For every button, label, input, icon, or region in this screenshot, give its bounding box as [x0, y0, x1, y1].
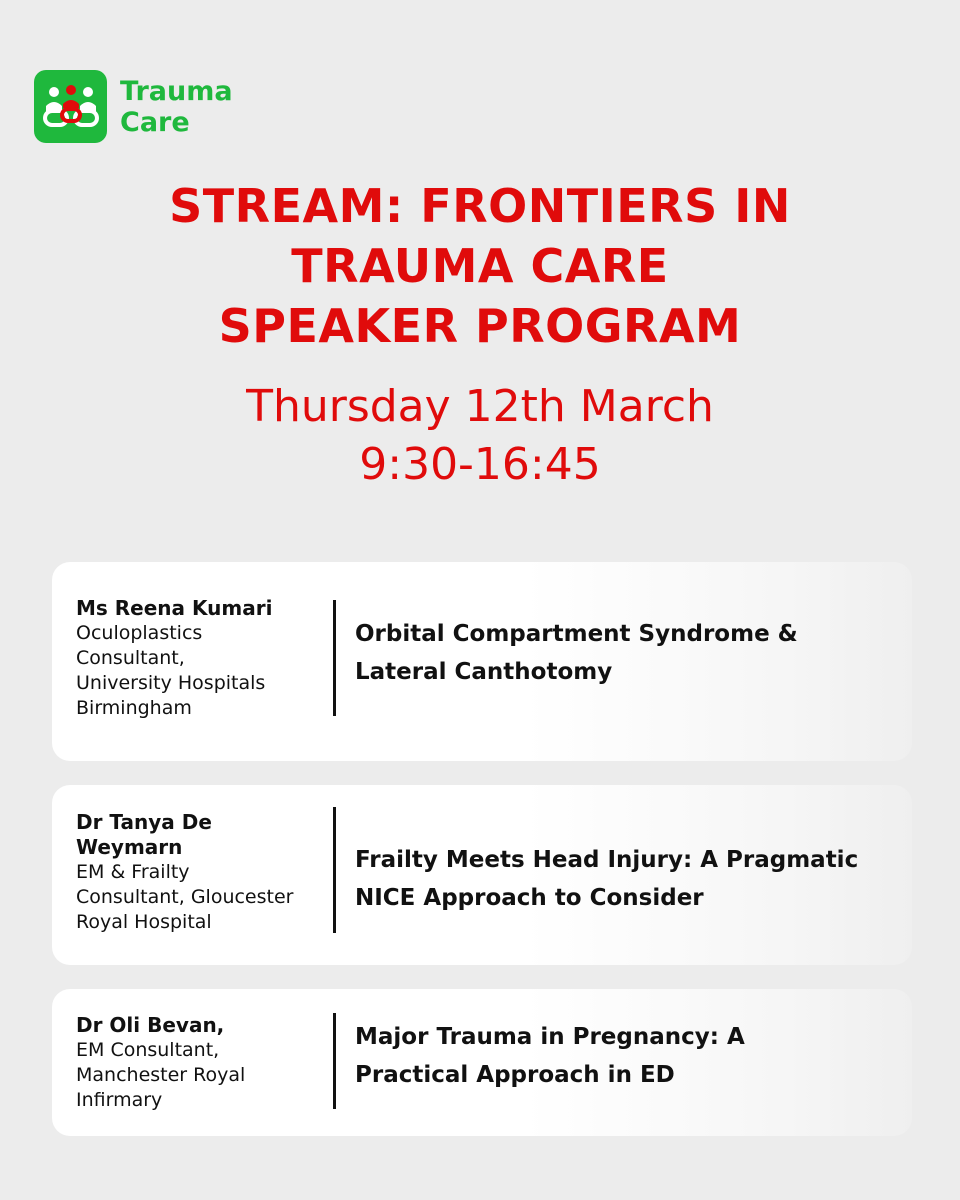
- event-date: Thursday 12th March: [246, 381, 714, 432]
- speaker-name-line: Dr Tanya De: [76, 810, 212, 834]
- speaker-role-line: Infirmary: [76, 1089, 163, 1111]
- speaker-role-line: University Hospitals: [76, 672, 266, 694]
- speaker-name: Dr Oli Bevan,: [76, 1013, 225, 1037]
- logo-line-1: Trauma: [120, 75, 233, 107]
- speaker-role-line: Royal Hospital: [76, 911, 212, 933]
- title-line-3: SPEAKER PROGRAM: [218, 299, 742, 353]
- speaker-role-line: EM & Frailty: [76, 861, 190, 883]
- talk-title-line: Practical Approach in ED: [355, 1062, 675, 1088]
- talk-title: [355, 615, 895, 691]
- speaker-info: [76, 810, 326, 935]
- speaker-role-line: Manchester Royal: [76, 1064, 246, 1086]
- card-divider: [333, 807, 336, 933]
- schedule-info: [0, 378, 960, 494]
- speaker-card: [52, 562, 912, 761]
- talk-title-line: Lateral Canthotomy: [355, 659, 613, 685]
- people-chain-icon: [34, 70, 107, 143]
- page-title: [0, 176, 960, 356]
- talk-title-line: NICE Approach to Consider: [355, 885, 704, 911]
- title-line-1: STREAM: FRONTIERS IN: [169, 179, 791, 233]
- speaker-info: [76, 596, 326, 721]
- title-line-2: TRAUMA CARE: [291, 239, 669, 293]
- speaker-role-line: Birmingham: [76, 697, 192, 719]
- speaker-role-line: EM Consultant,: [76, 1039, 220, 1061]
- speaker-card: [52, 989, 912, 1136]
- speaker-role-line: Consultant, Gloucester: [76, 886, 294, 908]
- speaker-name: Ms Reena Kumari: [76, 596, 273, 620]
- logo-line-2: Care: [120, 106, 190, 138]
- talk-title: [355, 1018, 895, 1094]
- speaker-role-line: Oculoplastics: [76, 622, 203, 644]
- speaker-info: [76, 1013, 326, 1113]
- talk-title-line: Frailty Meets Head Injury: A Pragmatic: [355, 847, 859, 873]
- talk-title-line: Major Trauma in Pregnancy: A: [355, 1024, 745, 1050]
- talk-title: [355, 841, 895, 917]
- card-divider: [333, 600, 336, 716]
- speaker-card: [52, 785, 912, 965]
- card-divider: [333, 1013, 336, 1109]
- talk-title-line: Orbital Compartment Syndrome &: [355, 621, 798, 647]
- trauma-care-logo: [34, 70, 233, 143]
- speaker-name-line: Weymarn: [76, 835, 183, 859]
- logo-wordmark: [120, 76, 233, 138]
- event-time: 9:30-16:45: [359, 439, 601, 490]
- speaker-role-line: Consultant,: [76, 647, 185, 669]
